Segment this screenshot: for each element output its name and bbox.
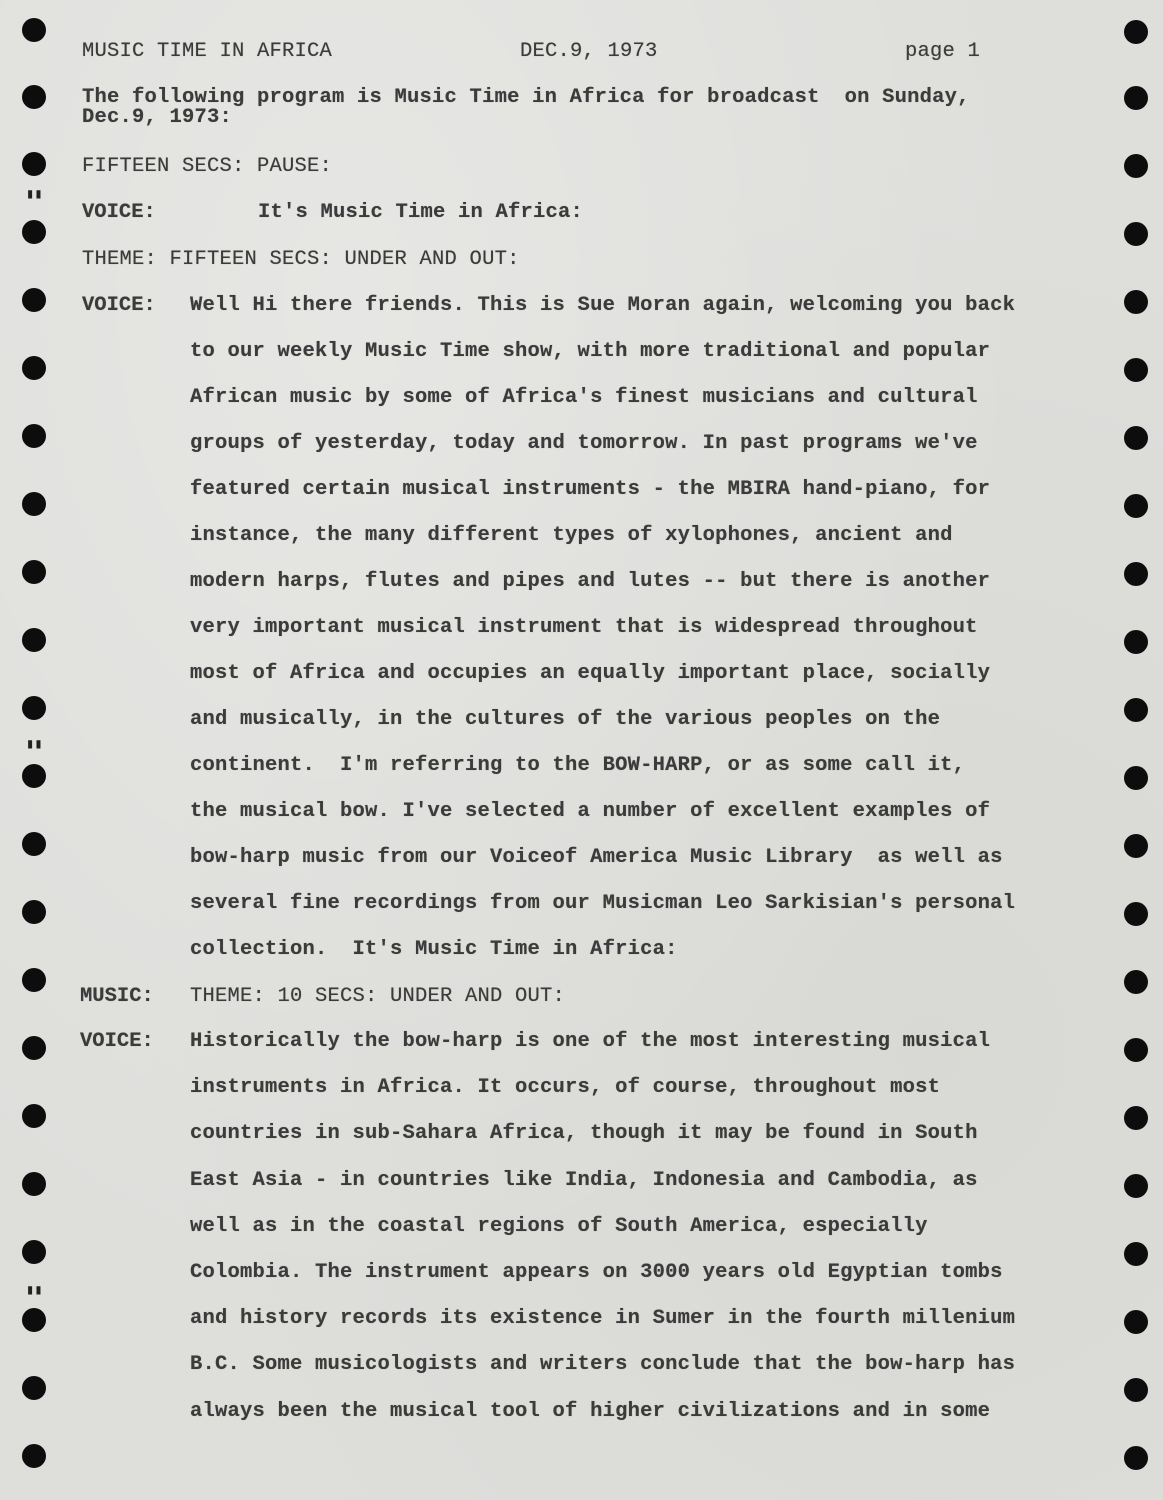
script-line: modern harps, flutes and pipes and lutes -- but there is another — [190, 570, 991, 593]
script-line: continent. I'm referring to the BOW-HARP, or as some call it, — [190, 754, 966, 777]
program-title: MUSIC TIME IN AFRICA — [82, 40, 333, 63]
feed-hole — [22, 900, 46, 924]
feed-hole — [1124, 834, 1148, 858]
script-line: the musical bow. I've selected a number of excellent examples of — [190, 800, 991, 823]
feed-hole — [1124, 630, 1148, 654]
music-cue-text: THEME: 10 SECS: UNDER AND OUT: — [190, 985, 566, 1008]
script-line: instance, the many different types of xylophones, ancient and — [190, 524, 953, 547]
feed-hole — [1124, 970, 1148, 994]
feed-hole — [22, 1104, 46, 1128]
feed-hole — [22, 696, 46, 720]
script-line: well as in the coastal regions of South America, especially — [190, 1214, 928, 1238]
feed-hole — [22, 18, 46, 42]
script-line: African music by some of Africa's finest musicians and cultural — [190, 386, 978, 409]
script-line: bow-harp music from our Voiceof America Music Library as well as — [190, 846, 1003, 869]
feed-hole — [22, 1444, 46, 1468]
script-line: and musically, in the cultures of the various peoples on the — [190, 708, 941, 731]
perforation-mark: ▮▮ — [26, 187, 43, 203]
script-line: to our weekly Music Time show, with more traditional and popular — [190, 340, 991, 363]
feed-hole — [22, 764, 46, 788]
feed-hole — [1124, 562, 1148, 586]
feed-hole — [1124, 1174, 1148, 1198]
music-label: MUSIC: — [80, 985, 154, 1008]
script-line: B.C. Some musicologists and writers conclude that the bow-harp has — [190, 1353, 1016, 1377]
script-line: very important musical instrument that is widespread throughout — [190, 616, 978, 639]
feed-hole — [22, 1308, 46, 1332]
feed-hole — [22, 1240, 46, 1264]
broadcast-date: DEC.9, 1973 — [520, 40, 658, 63]
page-number: page 1 — [905, 40, 981, 63]
intro-line: The following program is Music Time in Africa for broadcast on Sunday, — [82, 86, 970, 109]
voice-label: VOICE: — [82, 294, 156, 317]
perforation-mark: ▮▮ — [26, 1283, 43, 1299]
feed-hole — [22, 1376, 46, 1400]
script-line: East Asia - in countries like India, Indonesia and Cambodia, as — [190, 1168, 978, 1192]
script-line: most of Africa and occupies an equally important place, socially — [190, 662, 991, 685]
script-line: Colombia. The instrument appears on 3000 years old Egyptian tombs — [190, 1261, 1003, 1284]
feed-hole — [1124, 20, 1148, 44]
script-line: featured certain musical instruments - the MBIRA hand-piano, for — [190, 478, 991, 501]
feed-hole — [1124, 1378, 1148, 1402]
feed-hole — [22, 424, 46, 448]
feed-hole — [22, 560, 46, 584]
feed-hole — [22, 288, 46, 312]
feed-hole — [22, 832, 46, 856]
right-feed-holes — [1124, 0, 1154, 1500]
script-line: countries in sub-Sahara Africa, though it may be found in South — [190, 1122, 978, 1146]
pause-cue: FIFTEEN SECS: PAUSE: — [82, 155, 333, 178]
script-line: groups of yesterday, today and tomorrow. In past programs we've — [190, 432, 978, 455]
voice-label: VOICE: — [82, 201, 156, 224]
intro-line: Dec.9, 1973: — [82, 106, 233, 129]
feed-hole — [1124, 86, 1148, 110]
script-line: instruments in Africa. It occurs, of course, throughout most — [190, 1076, 941, 1100]
feed-hole — [22, 356, 46, 380]
script-line: Historically the bow-harp is one of the most interesting musical — [190, 1030, 991, 1053]
feed-hole — [22, 628, 46, 652]
feed-hole — [1124, 1242, 1148, 1266]
feed-hole — [1124, 698, 1148, 722]
feed-hole — [1124, 1106, 1148, 1130]
script-line: always been the musical tool of higher civilizations and in some — [190, 1399, 991, 1423]
left-feed-holes — [22, 0, 52, 1500]
feed-hole — [22, 1036, 46, 1060]
feed-hole — [1124, 1310, 1148, 1334]
feed-hole — [22, 152, 46, 176]
voice-opening-text: It's Music Time in Africa: — [258, 201, 584, 224]
script-line: collection. It's Music Time in Africa: — [190, 938, 678, 961]
feed-hole — [1124, 358, 1148, 382]
feed-hole — [1124, 766, 1148, 790]
feed-hole — [1124, 154, 1148, 178]
script-line: and history records its existence in Sumer in the fourth millenium — [190, 1307, 1016, 1331]
script-line: several fine recordings from our Musicman Leo Sarkisian's personal — [190, 892, 1016, 915]
script-line: Well Hi there friends. This is Sue Moran again, welcoming you back — [190, 294, 1016, 317]
perforation-mark: ▮▮ — [26, 737, 43, 753]
feed-hole — [22, 492, 46, 516]
feed-hole — [1124, 1446, 1148, 1470]
feed-hole — [1124, 222, 1148, 246]
feed-hole — [1124, 494, 1148, 518]
feed-hole — [1124, 426, 1148, 450]
feed-hole — [22, 220, 46, 244]
feed-hole — [22, 1172, 46, 1196]
theme-cue: THEME: FIFTEEN SECS: UNDER AND OUT: — [82, 248, 520, 271]
feed-hole — [1124, 1038, 1148, 1062]
feed-hole — [1124, 290, 1148, 314]
feed-hole — [1124, 902, 1148, 926]
feed-hole — [22, 85, 46, 109]
feed-hole — [22, 968, 46, 992]
voice-label: VOICE: — [80, 1030, 154, 1053]
